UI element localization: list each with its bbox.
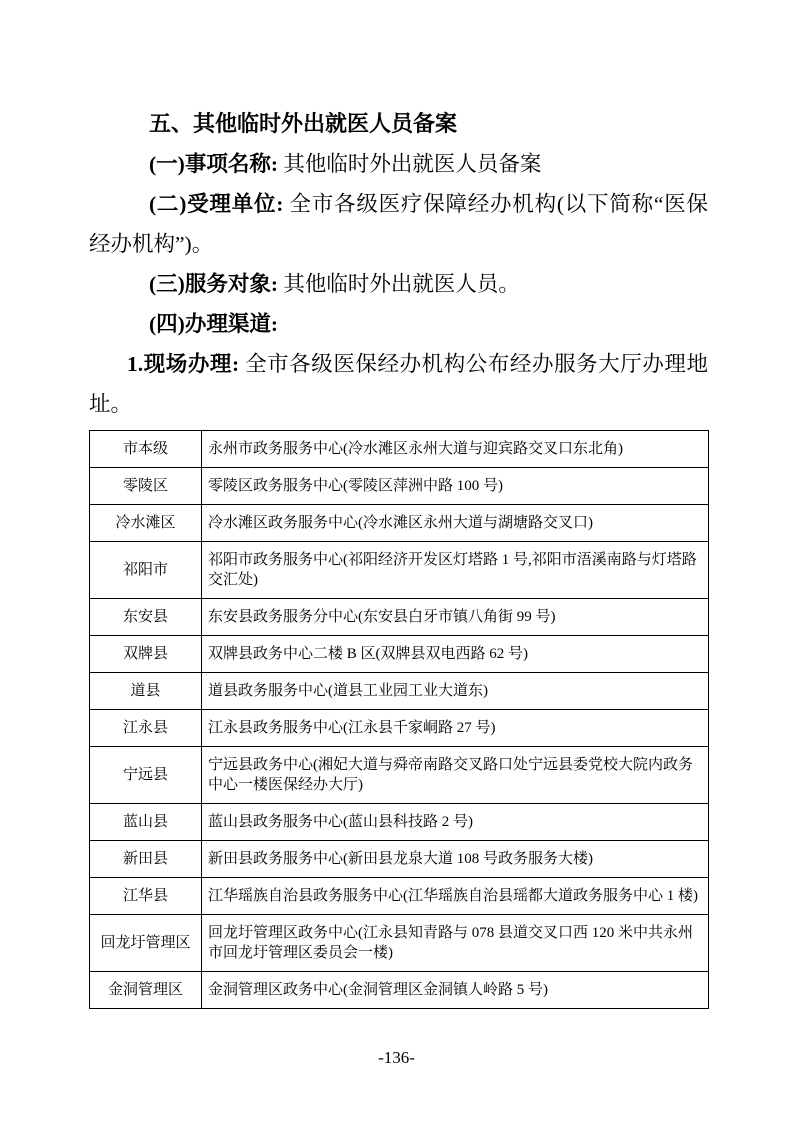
address-cell: 新田县政务服务中心(新田县龙泉大道 108 号政务服务大楼) [202,841,709,878]
region-cell: 祁阳市 [90,542,202,599]
region-cell: 冷水滩区 [90,505,202,542]
region-cell: 金洞管理区 [90,972,202,1009]
table-row [90,636,709,673]
region-cell: 零陵区 [90,468,202,505]
paragraph-text: 其他临时外出就医人员备案 [277,152,542,176]
section-heading: 五、其他临时外出就医人员备案 [149,111,458,136]
table-row [90,468,709,505]
region-cell: 宁远县 [90,747,202,804]
paragraph-handling-channels [89,304,708,344]
table-row [90,878,709,915]
address-cell: 道县政务服务中心(道县工业园工业大道东) [202,673,709,710]
table-row [90,747,709,804]
table-row [90,804,709,841]
table-row [90,710,709,747]
region-cell: 市本级 [90,431,202,468]
paragraph-label: 1.现场办理: [127,352,240,376]
address-cell: 江华瑶族自治县政务服务中心(江华瑶族自治县瑶都大道政务服务中心 1 楼) [202,878,709,915]
address-cell: 冷水滩区政务服务中心(冷水滩区永州大道与湖塘路交叉口) [202,505,709,542]
address-cell: 蓝山县政务服务中心(蓝山县科技路 2 号) [202,804,709,841]
table-row [90,542,709,599]
address-cell: 回龙圩管理区政务中心(江永县知青路与 078 县道交叉口西 120 米中共永州市回龙圩管理区委员会一楼) [202,915,709,972]
table-row [90,599,709,636]
region-cell: 双牌县 [90,636,202,673]
paragraph-accepting-unit [89,184,708,264]
paragraph-text: 其他临时外出就医人员。 [277,272,520,296]
table-row [90,673,709,710]
address-cell: 祁阳市政务服务中心(祁阳经济开发区灯塔路 1 号,祁阳市浯溪南路与灯塔路交汇处) [202,542,709,599]
paragraph-label: (一)事项名称: [149,152,278,176]
table-row [90,841,709,878]
paragraph-label: (二)受理单位: [149,192,284,216]
paragraph-label: (四)办理渠道: [149,312,278,336]
address-cell: 永州市政务服务中心(冷水滩区永州大道与迎宾路交叉口东北角) [202,431,709,468]
address-cell: 双牌县政务中心二楼 B 区(双牌县双电西路 62 号) [202,636,709,673]
table-row [90,505,709,542]
paragraph-service-target [89,264,708,304]
page-number: -136- [378,1048,415,1067]
paragraph-text: 全市各级医保经办机构公布经办服务大厅办理地址。 [89,352,708,416]
table-row [90,915,709,972]
paragraph-item-name [89,144,708,184]
region-cell: 江永县 [90,710,202,747]
region-cell: 江华县 [90,878,202,915]
region-cell: 回龙圩管理区 [90,915,202,972]
table-row [90,972,709,1009]
address-cell: 零陵区政务服务中心(零陵区萍洲中路 100 号) [202,468,709,505]
service-centers-table [89,430,709,1009]
table-row [90,431,709,468]
address-cell: 金洞管理区政务中心(金洞管理区金洞镇人岭路 5 号) [202,972,709,1009]
paragraph-label: (三)服务对象: [149,272,278,296]
region-cell: 新田县 [90,841,202,878]
address-cell: 宁远县政务中心(湘妃大道与舜帝南路交叉路口处宁远县委党校大院内政务中心一楼医保经办大厅) [202,747,709,804]
region-cell: 道县 [90,673,202,710]
region-cell: 东安县 [90,599,202,636]
paragraph-text: 全市各级医疗保障经办机构(以下简称“医保经办机构”)。 [89,192,708,256]
region-cell: 蓝山县 [90,804,202,841]
address-cell: 江永县政务服务中心(江永县千家峒路 27 号) [202,710,709,747]
paragraph-onsite-handling [89,344,708,424]
address-cell: 东安县政务服务分中心(东安县白牙市镇八角街 99 号) [202,599,709,636]
